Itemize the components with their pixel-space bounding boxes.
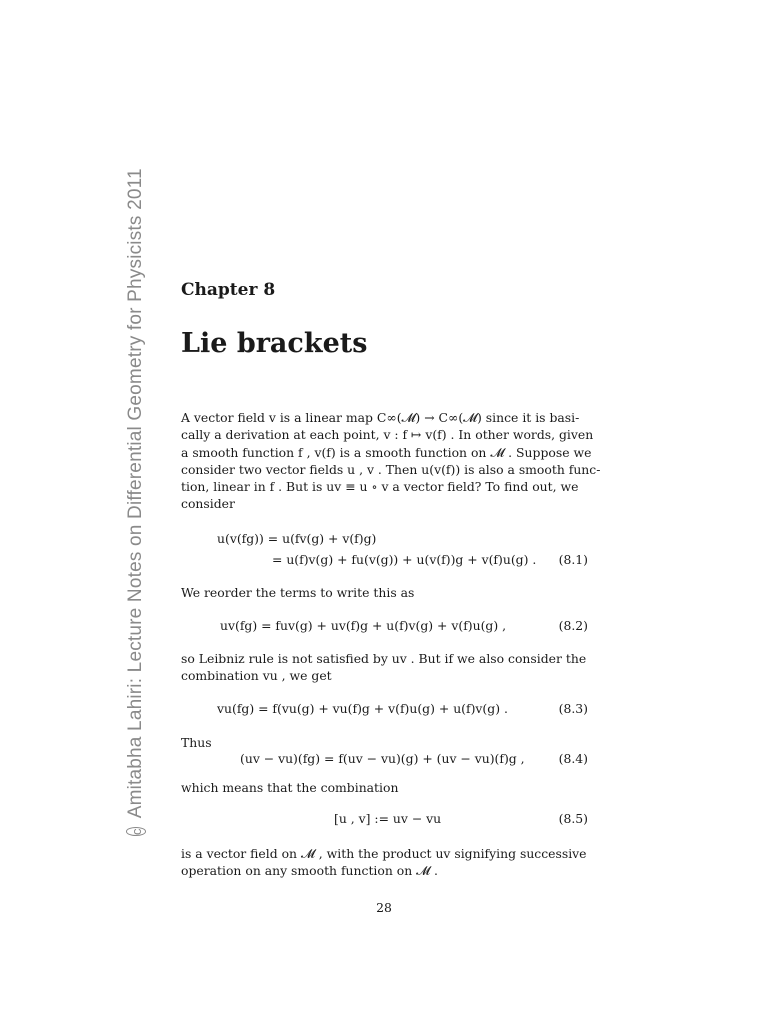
equation-number: (8.2): [558, 618, 588, 633]
closing-paragraph: [181, 845, 588, 880]
equation-number: (8.4): [558, 751, 588, 766]
equation-number: (8.3): [558, 701, 588, 716]
reorder-text: [181, 584, 588, 601]
chapter-title: Lie brackets: [181, 328, 368, 359]
page-number: 28: [376, 900, 392, 915]
copyright-icon: c: [126, 827, 146, 836]
text-line: is a vector field on 𝓜 , with the product uv signifying successive: [181, 846, 587, 861]
leibniz-paragraph: [181, 650, 588, 685]
equation-number: (8.5): [558, 811, 588, 826]
text-line: consider two vector fields u , v . Then u(v(f)) is also a smooth func-: [181, 461, 601, 477]
equation-8-5: [u , v] := uv − vu: [334, 811, 442, 826]
text-line: A vector field v is a linear map C∞(𝓜) → C∞(𝓜) since it is basi-: [181, 410, 580, 425]
equation-8-4: (uv − vu)(fg) = f(uv − vu)(g) + (uv − vu)(f)g ,: [240, 751, 525, 766]
text-line: tion, linear in f . But is uv ≡ u ∘ v a vector field? To find out, we: [181, 479, 579, 495]
equation-8-1-line2: = u(f)v(g) + fu(v(g)) + u(v(f))g + v(f)u(g) .: [272, 552, 537, 567]
equation-8-3: vu(fg) = f(vu(g) + vu(f)g + v(f)u(g) + u(f)v(g) .: [217, 701, 508, 716]
text-line: so Leibniz rule is not satisfied by uv . But if we also consider the: [181, 651, 587, 666]
text-line: We reorder the terms to write this as: [181, 585, 415, 600]
combination-text: [181, 779, 588, 796]
text-line: Thus: [181, 735, 212, 750]
chapter-label: Chapter 8: [181, 280, 276, 300]
thus-text: [181, 734, 588, 751]
text-line: which means that the combination: [181, 780, 399, 795]
equation-8-1-line1: u(v(fg)) = u(fv(g) + v(f)g): [217, 531, 377, 546]
text-line: combination vu , we get: [181, 668, 332, 684]
copyright-text: Amitabha Lahiri: Lecture Notes on Differential Geometry for Physicists 2011: [125, 168, 146, 819]
copyright-sidebar: [116, 168, 156, 836]
equation-number: (8.1): [558, 552, 588, 567]
text-line: operation on any smooth function on 𝓜 .: [181, 863, 438, 879]
text-line: cally a derivation at each point, v : f ↦ v(f) . In other words, given: [181, 427, 594, 443]
text-line: consider: [181, 496, 235, 512]
text-line: a smooth function f , v(f) is a smooth function on 𝓜 . Suppose we: [181, 444, 592, 460]
intro-paragraph: [181, 409, 601, 513]
equation-8-2: uv(fg) = fuv(g) + uv(f)g + u(f)v(g) + v(f)u(g) ,: [220, 618, 507, 633]
